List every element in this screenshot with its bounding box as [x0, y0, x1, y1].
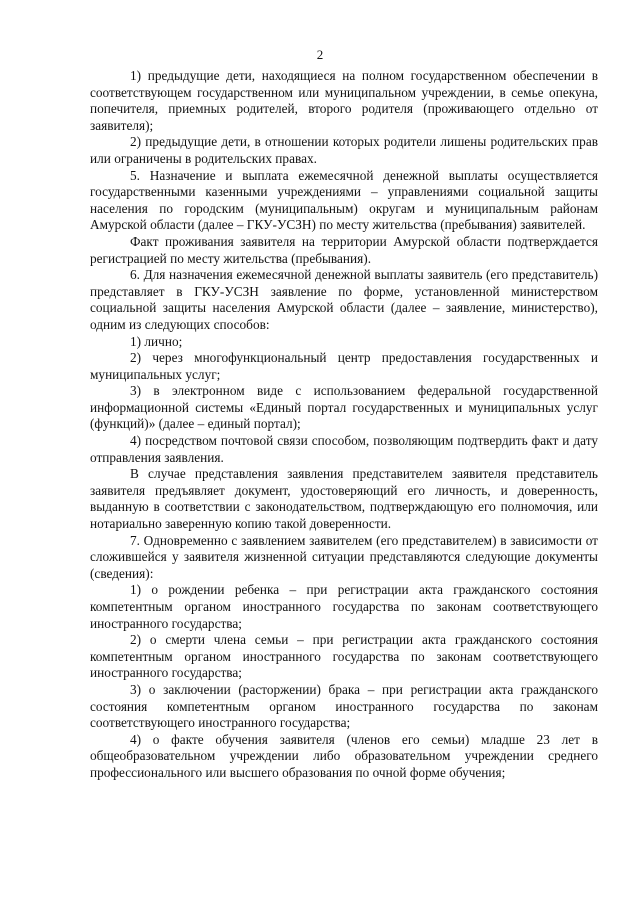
paragraph-13: 2) о смерти члена семьи – при регистрации акта гражданского состояния компетентным органом иностранного государства по законам соответствующего иностранного государства; [90, 632, 598, 681]
paragraph-1: 1) предыдущие дети, находящиеся на полном государственном обеспечении в соответствующем государственном или муниципальном учреждении, в семье опекуна, попечителя, приемных родителей, второго родителя (проживающего отдельно от заявителя); [90, 68, 598, 133]
paragraph-5: 6. Для назначения ежемесячной денежной выплаты заявитель (его представитель) представляет в ГКУ-УСЗН заявление по форме, установленной министерством социальной защиты населения Амурской области (далее – заявление, министерство), одним из следующих способов: [90, 267, 598, 332]
page-number: 2 [316, 47, 324, 62]
paragraph-11: 7. Одновременно с заявлением заявителем (его представителем) в зависимости от сложившейся у заявителя жизненной ситуации представляются следующие документы (сведения): [90, 532, 598, 581]
paragraph-3: 5. Назначение и выплата ежемесячной денежной выплаты осуществляется государственными казенными учреждениями – управлениями социальной защиты населения по городским (муниципальным) округам и муниципальным районам Амурской области (далее – ГКУ-УСЗН) по месту жительства (пребывания) заявителей. [90, 167, 598, 233]
paragraph-8: 3) в электронном виде с использованием федеральной государственной информационной системы «Единый портал государственных и муниципальных услуг (функций)» (далее – единый портал); [90, 383, 598, 432]
paragraph-7: 2) через многофункциональный центр предоставления государственных и муниципальных услуг; [90, 350, 598, 382]
paragraph-14: 3) о заключении (расторжении) брака – при регистрации акта гражданского состояния компетентным органом иностранного государства по законам соответствующего иностранного государства; [90, 681, 598, 731]
paragraph-2: 2) предыдущие дети, в отношении которых родители лишены родительских прав или ограничены в родительских правах. [90, 134, 598, 166]
paragraph-10: В случае представления заявления представителем заявителя представитель заявителя предъявляет документ, удостоверяющий его личность, и доверенность, выданную в соответствии с законодательством, подтверждающую его полномочия, или нотариально заверенную копию такой доверенности. [90, 466, 598, 532]
paragraph-12: 1) о рождении ребенка – при регистрации акта гражданского состояния компетентным органом иностранного государства по законам соответствующего иностранного государства; [90, 582, 598, 631]
paragraph-15: 4) о факте обучения заявителя (членов его семьи) младше 23 лет в общеобразовательном учреждении либо образовательном учреждении среднего профессионального или высшего образования по очной форме обучения; [90, 731, 598, 780]
document-body [90, 68, 598, 782]
paragraph-9: 4) посредством почтовой связи способом, позволяющим подтвердить факт и дату отправления заявления. [90, 433, 598, 465]
paragraph-6: 1) лично; [130, 333, 183, 349]
paragraph-4: Факт проживания заявителя на территории Амурской области подтверждается регистрацией по месту жительства (пребывания). [90, 233, 598, 266]
